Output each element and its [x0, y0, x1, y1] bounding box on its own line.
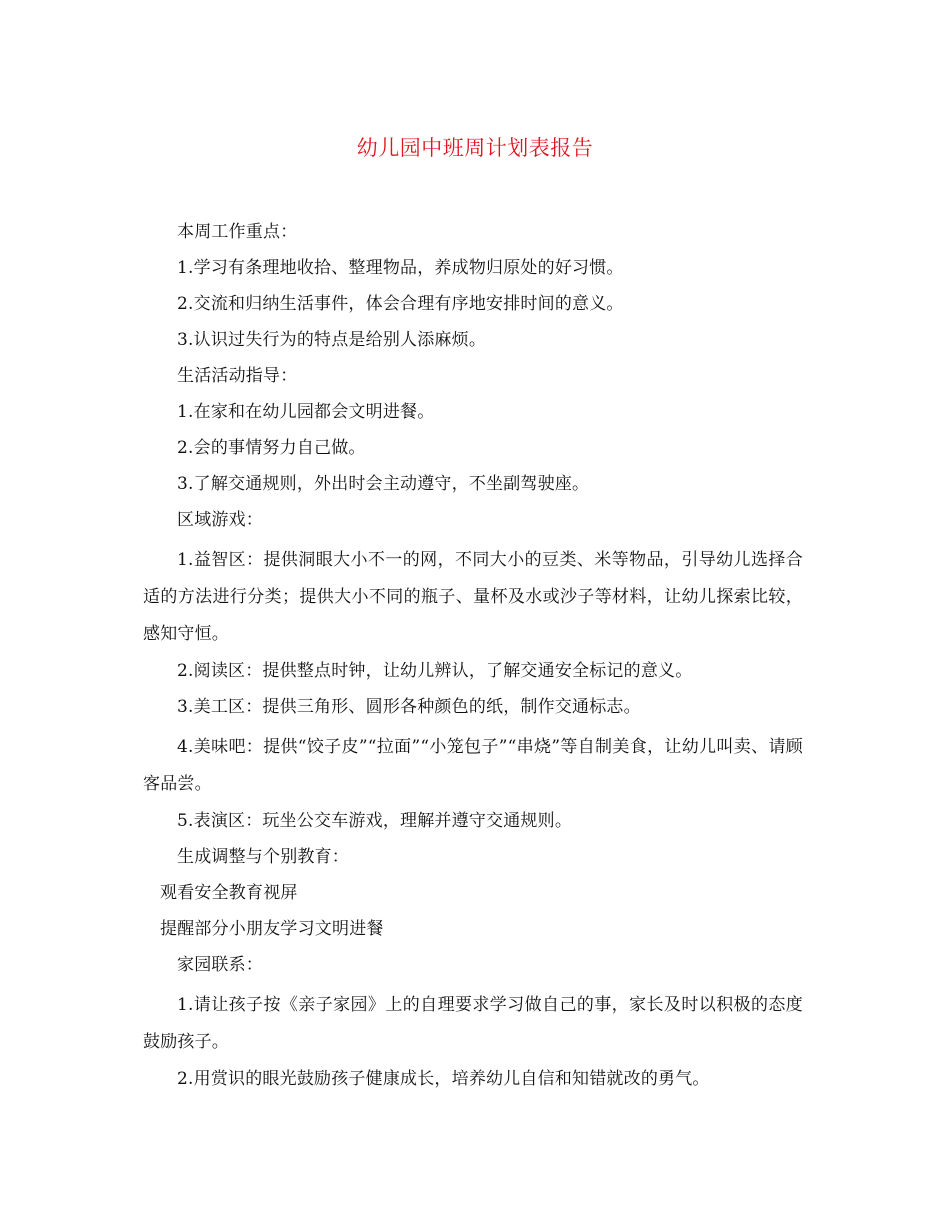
paragraph: 提醒部分小朋友学习文明进餐 — [160, 919, 384, 939]
paragraph-heading-weekly-focus: 本周工作重点： — [177, 222, 298, 242]
paragraph: 1.在家和在幼儿园都会文明进餐。 — [177, 402, 435, 422]
paragraph: 1.益智区：提供洞眼大小不一的网，不同大小的豆类、米等物品，引导幼儿选择合适的方法进行分类；提供大小不同的瓶子、量杯及水或沙子等材料，让幼儿探索比较，感知守恒。 — [143, 550, 803, 644]
paragraph-heading-home-school: 家园联系： — [177, 955, 263, 975]
paragraph: 4.美味吧：提供“饺子皮”“拉面”“小笼包子”“串烧”等自制美食，让幼儿叫卖、请顾客品尝。 — [143, 737, 803, 794]
document-body — [143, 218, 803, 1101]
document-title: 幼儿园中班周计划表报告 — [356, 136, 594, 160]
paragraph: 5.表演区：玩坐公交车游戏，理解并遵守交通规则。 — [177, 811, 573, 831]
paragraph: 3.认识过失行为的特点是给别人添麻烦。 — [177, 330, 487, 350]
paragraph: 2.会的事情努力自己做。 — [177, 438, 366, 458]
paragraph: 观看安全教育视屏 — [160, 883, 298, 903]
paragraph: 2.用赏识的眼光鼓励孩子健康成长，培养幼儿自信和知错就改的勇气。 — [177, 1069, 710, 1089]
paragraph: 2.交流和归纳生活事件，体会合理有序地安排时间的意义。 — [177, 294, 624, 314]
paragraph-heading-area-games: 区域游戏： — [177, 510, 263, 530]
paragraph: 3.了解交通规则，外出时会主动遵守，不坐副驾驶座。 — [177, 474, 590, 494]
paragraph: 1.学习有条理地收拾、整理物品，养成物归原处的好习惯。 — [177, 258, 624, 278]
paragraph: 1.请让孩子按《亲子家园》上的自理要求学习做自己的事，家长及时以积极的态度鼓励孩子。 — [143, 995, 803, 1052]
paragraph-heading-life-activity: 生活活动指导： — [177, 366, 298, 386]
paragraph-heading-adjustment: 生成调整与个别教育： — [177, 847, 349, 867]
paragraph: 2.阅读区：提供整点时钟，让幼儿辨认，了解交通安全标记的意义。 — [177, 661, 693, 681]
paragraph: 3.美工区：提供三角形、圆形各种颜色的纸，制作交通标志。 — [177, 697, 641, 717]
